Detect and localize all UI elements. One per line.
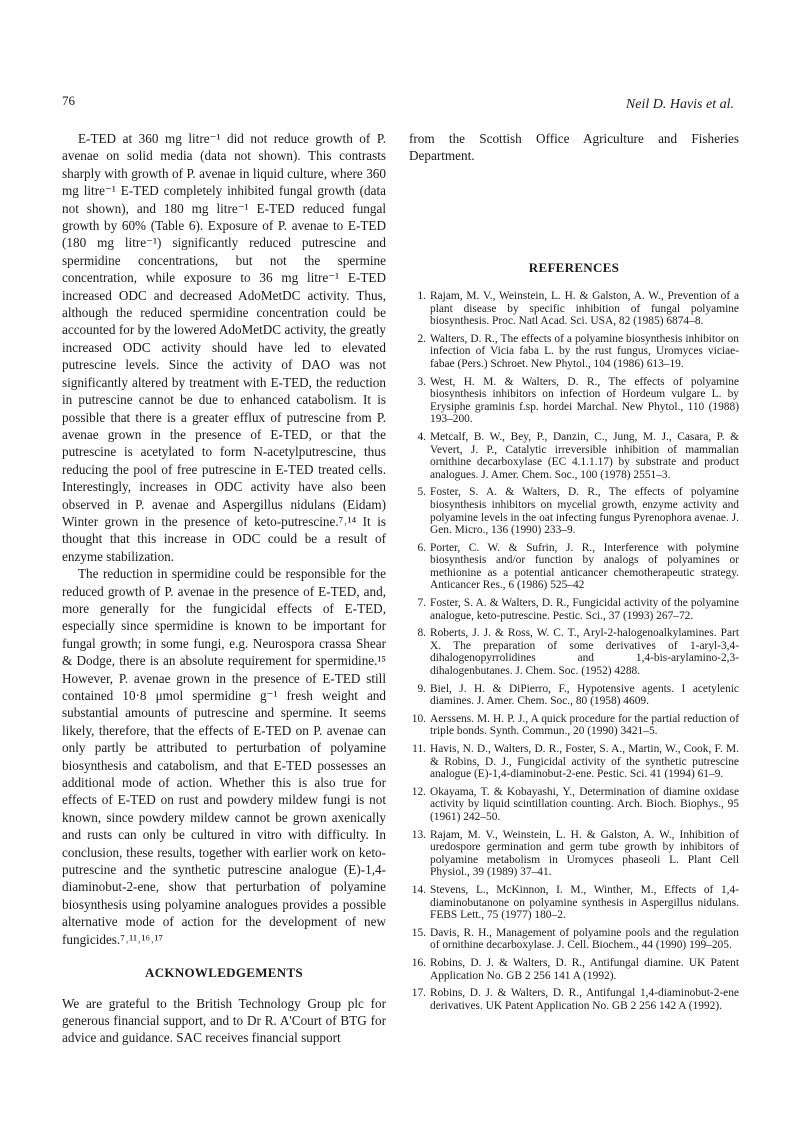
reference-text: Havis, N. D., Walters, D. R., Foster, S. A., Martin, W., Cook, F. M. & Robins, D. J., Fungicidal activity of the synthetic putrescine analogue (E)-1,4-diaminobut-2-ene. Pestic. Sci. 41 (1994) 61–9. — [430, 743, 739, 781]
reference-number: 8. — [417, 627, 426, 640]
continuation-paragraph: from the Scottish Office Agriculture and Fisheries Department. — [409, 131, 739, 164]
reference-number: 14. — [411, 883, 426, 896]
reference-item — [409, 957, 739, 982]
reference-number: 1. — [417, 290, 426, 302]
reference-text: Stevens, L., McKinnon, I. M., Winther, M., Effects of 1,4-diaminobutanone on polyamine synthesis in Aspergillus nidulans. FEBS Lett., 75 (1977) 180–2. — [430, 883, 739, 922]
reference-text: Roberts, J. J. & Ross, W. C. T., Aryl-2-halogenoalkylamines. Part X. The preparation of some derivatives of 1-aryl-3,4-dihalogenopyrrolidines and 1,4-bis-arylamino-2,3-dihalogenbutanes. J. Chem. Soc. (1952) 4288. — [430, 627, 739, 678]
reference-item — [409, 431, 739, 481]
reference-item — [409, 713, 739, 738]
acknowledgements-text: We are grateful to the British Technology Group plc for generous financial support, and to Dr R. A'Court of BTG for advice and guidance. SAC receives financial support — [62, 996, 386, 1046]
acknowledgements-heading: ACKNOWLEDGEMENTS — [145, 965, 303, 980]
reference-number: 9. — [417, 682, 426, 695]
reference-number: 6. — [417, 541, 426, 554]
reference-text: Porter, C. W. & Sufrin, J. R., Interference with polymine biosynthesis and/or function by analogs of polyamines or methionine as a potential anticancer chemotherapeutic strategy. Anticancer Res., 6 (1986) 525–42 — [430, 541, 739, 592]
reference-list — [409, 290, 739, 1017]
reference-number: 13. — [411, 828, 426, 841]
reference-number: 5. — [417, 486, 426, 499]
reference-number: 12. — [411, 785, 426, 798]
reference-item — [409, 786, 739, 824]
right-column — [409, 130, 739, 165]
reference-item — [409, 987, 739, 1012]
reference-text: Biel, J. H. & DiPierro, F., Hypotensive agents. I acetylenic diamines. J. Amer. Chem. Soc., 80 (1958) 4609. — [430, 682, 739, 708]
left-column — [62, 130, 386, 948]
reference-text: Robins, D. J. & Walters, D. R., Antifungal 1,4-diaminobut-2-ene derivatives. UK Patent Application No. GB 2 256 142 A (1992). — [430, 987, 739, 1012]
reference-item — [409, 829, 739, 879]
reference-item — [409, 376, 739, 426]
body-paragraph-2: The reduction in spermidine could be responsible for the reduced growth of P. avenae in the presence of E-TED, and, more generally for the fungicidal effects of E-TED, especially since spermidine is known to be important for fungal growth; in some fungi, e.g. Neurospora crassa Shear & Dodge, there is an absolute requirement for spermidine.¹⁵ However, P. avenae grown in the presence of E-TED still contained 10·8 μmol spermidine g⁻¹ fresh weight and substantial amounts of putrescine and spermine. It seems likely, therefore, that the effects of E-TED on P. avenae can only partly be attributed to perturbation of polyamine biosynthesis and catabolism, and that E-TED possesses an additional mode of action. Whether this is also true for effects of E-TED on rust and powdery mildew fungi is not known, since powdery mildew cannot be grown axenically and rusts can only be cultured in vitro with difficulty. In conclusion, these results, together with earlier work on keto-putrescine and the synthetic putrescine analogue (E)-1,4-diaminobut-2-ene, show that perturbation of polyamine biosynthesis using polyamine analogues provides a possible alternative mode of action for the development of new fungicides.⁷˒¹¹˒¹⁶˒¹⁷ — [62, 566, 386, 947]
reference-text: Foster, S. A. & Walters, D. R., Fungicidal activity of the polyamine analogue, keto-putrescine. Pestic. Sci., 37 (1993) 267–72. — [430, 597, 739, 622]
reference-text: Robins, D. J. & Walters, D. R., Antifungal diamine. UK Patent Application No. GB 2 256 141 A (1992). — [430, 956, 739, 982]
reference-item — [409, 542, 739, 592]
reference-text: West, H. M. & Walters, D. R., The effects of polyamine biosynthesis inhibitors on infection of Hordeum vulgare L. by Erysiphe graminis f.sp. hordei Marchal. New Phytol., 110 (1988) 193–200. — [430, 375, 739, 426]
reference-item — [409, 927, 739, 952]
reference-text: Okayama, T. & Kobayashi, Y., Determination of diamine oxidase activity by liquid scintillation counting. Arch. Bioch. Biophys., 95 (1961) 242–50. — [430, 785, 739, 823]
reference-number: 15. — [411, 926, 426, 939]
reference-number: 2. — [417, 332, 426, 345]
reference-number: 3. — [417, 375, 426, 388]
page-number: 76 — [62, 93, 75, 108]
reference-item — [409, 743, 739, 781]
reference-text: Rajam, M. V., Weinstein, L. H. & Galston, A. W., Prevention of a plant disease by specific inhibition of fungal polyamine biosynthesis. Proc. Natl Acad. Sci. USA, 82 (1985) 6874–8. — [430, 290, 739, 328]
reference-text: Foster, S. A. & Walters, D. R., The effects of polyamine biosynthesis inhibitors on mycelial growth, enzyme activity and polyamine levels in the oat infecting fungus Pyrenophora avenae. J. Gen. Micro., 136 (1990) 233–9. — [430, 486, 739, 537]
reference-number: 7. — [417, 597, 426, 610]
reference-number: 4. — [417, 430, 426, 443]
reference-item — [409, 884, 739, 922]
reference-number: 16. — [411, 956, 426, 969]
reference-item — [409, 683, 739, 708]
reference-item — [409, 290, 739, 328]
reference-item — [409, 627, 739, 677]
reference-number: 17. — [411, 987, 426, 1000]
reference-text: Rajam, M. V., Weinstein, L. H. & Galston, A. W., Inhibition of uredospore germination and germ tube growth by inhibitors of polyamine metabolism in Uromyces phaseoli L. Plant Cell Physiol., 39 (1989) 37–41. — [430, 828, 739, 879]
reference-number: 10. — [411, 712, 426, 725]
body-paragraph-1: E-TED at 360 mg litre⁻¹ did not reduce growth of P. avenae on solid media (data not shown). This contrasts sharply with growth of P. avenae in liquid culture, where 360 mg litre⁻¹ E-TED completely inhibited fungal growth (data not shown), and 180 mg litre⁻¹ E-TED reduced fungal growth by 60% (Table 6). Exposure of P. avenae to E-TED (180 mg litre⁻¹) significantly reduced putrescine and spermidine concentrations, but not the spermine concentration, while exposure to 36 mg litre⁻¹ E-TED increased ODC and decreased AdoMetDC activity. Thus, although the reduced spermidine concentration could be accounted for by the lowered AdoMetDC activity, the greatly increased ODC activity should have led to elevated putrescine levels. Since the activity of DAO was not significantly altered by treatment with E-TED, the reduction in putrescine cannot be due to enhanced catabolism. It is possible that there is a greater efflux of putrescine from P. avenae grown in the presence of E-TED, or that the putrescine is acetylated to form N-acetylputrescine, thus reducing the pool of free putrescine in E-TED treated cells. Interestingly, increases in ODC activity have also been observed in P. avenae and Aspergillus nidulans (Eidam) Winter grown in the presence of keto-putrescine.⁷˒¹⁴ It is thought that this increase in ODC could be a result of enzyme stabilization. — [62, 131, 386, 564]
references-heading: REFERENCES — [528, 260, 620, 275]
reference-text: Davis, R. H., Management of polyamine pools and the regulation of ornithine decarboxylase. J. Cell. Biochem., 44 (1990) 199–205. — [430, 926, 739, 952]
running-head: Neil D. Havis et al. — [625, 97, 734, 112]
reference-number: 11. — [412, 743, 426, 755]
reference-text: Walters, D. R., The effects of a polyamine biosynthesis inhibitor on infection of Vicia faba L. by the rust fungus, Uromyces viciae-fabae (Pers.) Schroet. New Phytol., 104 (1986) 613–19. — [430, 332, 739, 370]
reference-item — [409, 597, 739, 622]
reference-item — [409, 486, 739, 536]
reference-item — [409, 333, 739, 371]
reference-text: Metcalf, B. W., Bey, P., Danzin, C., Jung, M. J., Casara, P. & Vevert, J. P., Catalytic irreversible inhibition of mammalian ornithine decarboxylase (EC 4.1.1.17) by substrate and product analogues. J. Amer. Chem. Soc., 100 (1978) 2551–3. — [430, 430, 739, 481]
reference-text: Aerssens. M. H. P. J., A quick procedure for the partial reduction of triple bonds. Synth. Commun., 20 (1990) 3421–5. — [430, 712, 739, 738]
